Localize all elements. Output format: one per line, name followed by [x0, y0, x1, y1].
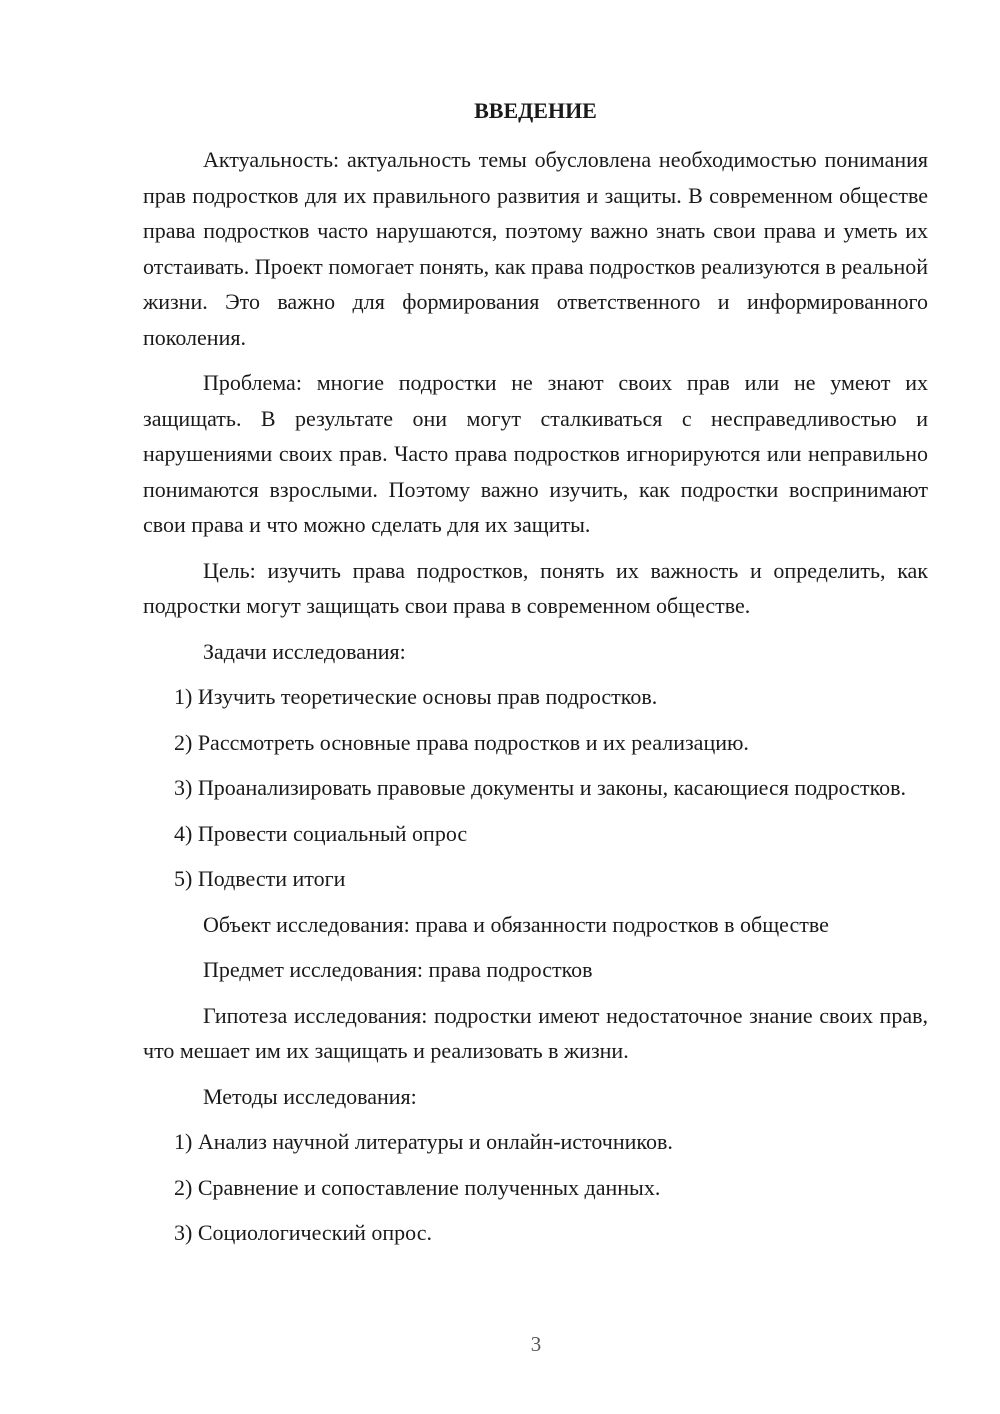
list-item: 3) Социологический опрос. [174, 1220, 432, 1245]
hypothesis-paragraph: Гипотеза исследования: подростки имеют недостаточное знание своих прав, что мешает им их защищать и реализовать в жизни. [143, 1002, 928, 1063]
list-item: 5) Подвести итоги [174, 866, 346, 891]
list-item: 2) Рассмотреть основные права подростков и их реализацию. [174, 729, 749, 755]
research-object: Объект исследования: права и обязанности подростков в обществе [203, 911, 829, 937]
list-item: 4) Провести социальный опрос [174, 820, 468, 846]
list-item: 3) Проанализировать правовые документы и законы, касающиеся подростков. [174, 775, 907, 800]
methods-list [143, 1124, 928, 1251]
tasks-list [143, 679, 928, 897]
tasks-heading: Задачи исследования: [203, 638, 406, 664]
relevance-paragraph: Актуальность: актуальность темы обусловлена необходимостью понимания прав подростков для их правильного развития и защиты. В современном обществе права подростков часто нарушаются, поэтому важно знать свои права и уметь их отстаивать. Проект помогает понять, как права подростков реализуются в реальной жизни. Это важно для формирования ответственного и информированного поколения. [143, 147, 928, 350]
document-body [143, 96, 928, 1261]
page-title: ВВЕДЕНИЕ [474, 98, 597, 123]
research-subject: Предмет исследования: права подростков [203, 957, 593, 982]
goal-paragraph: Цель: изучить права подростков, понять их важность и определить, как подростки могут защищать свои права в современном обществе. [143, 557, 928, 618]
list-item: 1) Изучить теоретические основы прав подростков. [174, 684, 658, 709]
problem-paragraph: Проблема: многие подростки не знают своих прав или не умеют их защищать. В результате они могут сталкиваться с несправедливостью и нарушениями своих прав. Часто права подростков игнорируются или неправильно понимаются взрослыми. Поэтому важно изучить, как подростки воспринимают свои права и что можно сделать для их защиты. [143, 370, 928, 537]
list-item: 1) Анализ научной литературы и онлайн-источников. [174, 1129, 673, 1154]
list-item: 2) Сравнение и сопоставление полученных данных. [174, 1174, 661, 1200]
page-number: 3 [530, 1332, 542, 1356]
methods-heading: Методы исследования: [203, 1083, 417, 1109]
